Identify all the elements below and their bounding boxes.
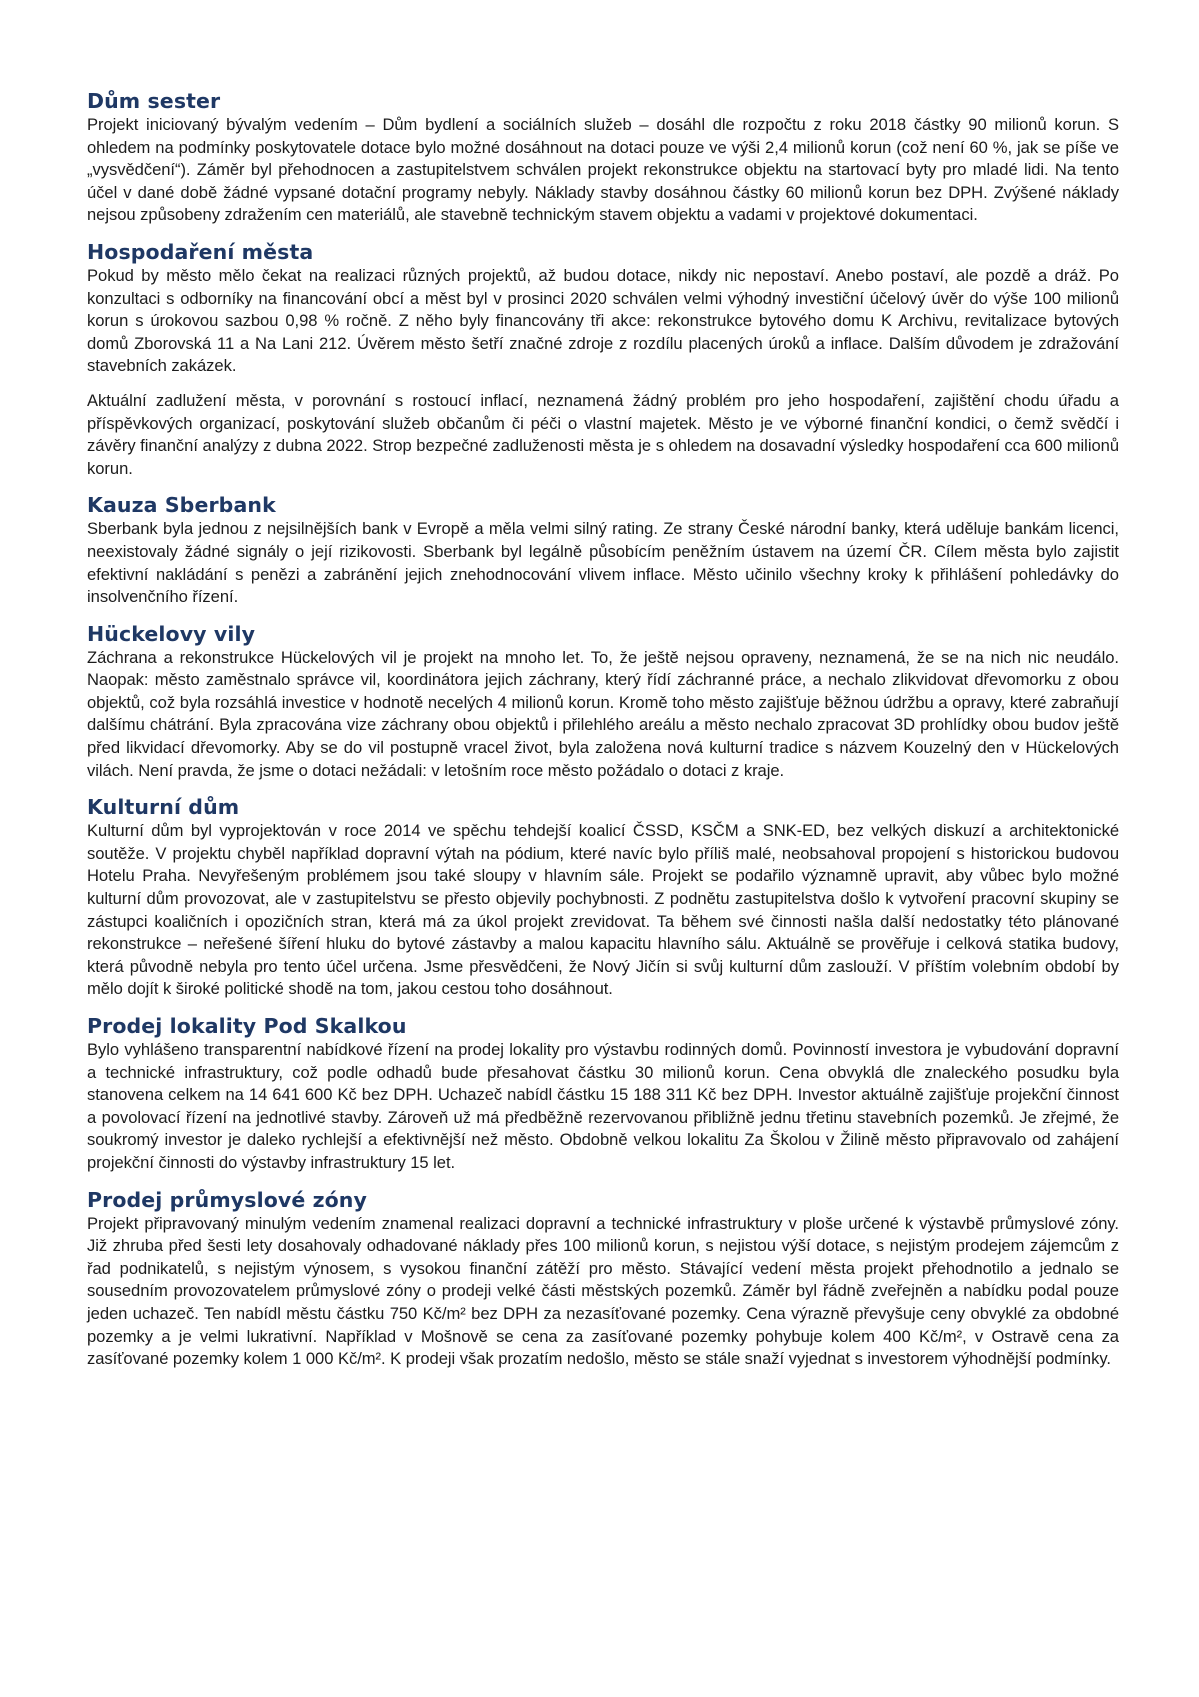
section-heading: Kulturní dům [87,795,240,820]
section-heading: Prodej lokality Pod Skalkou [87,1014,407,1038]
section-kauza-sberbank [87,492,1119,608]
document-page [87,88,1119,1371]
section-prodej-pod-skalkou [87,1013,1119,1175]
section-paragraph: Kulturní dům byl vyprojektován v roce 2014 ve spěchu tehdejší koalicí ČSSD, KSČM a SNK-ED, bez velkých diskuzí a architektonické soutěže. V projektu chyběl například dopravní výtah na pódium, které navíc bylo příliš malé, neobsahoval propojení s historickou budovou Hotelu Praha. Nevyřešeným problémem jsou také sloupy v hlavním sále. Projekt se podařilo významně upravit, aby vůbec bylo možné kulturní dům provozovat, ale v zastupitelstvu se přesto objevily pochybnosti. Z podnětu zastupitelstva došlo k vytvoření pracovní skupiny se zástupci koaličních i opozičních stran, která má za úkol projekt zrevidovat. Ta během své činnosti našla další nedostatky této plánované rekonstrukce – neřešené šíření hluku do bytové zástavby a malou kapacitu hlavního sálu. Aktuálně se prověřuje i celková statika budovy, která původně nebyla pro tento účel určena. Jsme přesvědčeni, že Nový Jičín si svůj kulturní dům zaslouží. V příštím volebním období by mělo dojít k široké politické shodě na tom, jakou cestou toho dosáhnout. [87,821,1119,999]
section-heading: Hospodaření města [87,239,314,264]
section-heading: Kauza Sberbank [87,493,276,518]
section-huckelovy-vily [87,621,1119,783]
section-paragraph: Aktuální zadlužení města, v porovnání s rostoucí inflací, neznamená žádný problém pro jeho hospodaření, zajištění chodu úřadu a příspěvkových organizací, poskytování služeb občanům či péči o vlastní majetek. Město je ve výborné finanční kondici, o čemž svědčí i závěry finanční analýzy z dubna 2022. Strop bezpečné zadluženosti města je s ohledem na dosavadní výsledky hospodaření cca 600 milionů korun. [87,390,1119,478]
section-paragraph: Projekt připravovaný minulým vedením znamenal realizaci dopravní a technické infrastruktury v ploše určené k výstavbě průmyslové zóny. Již zhruba před šesti lety dosahovaly odhadované náklady přes 100 milionů korun, s nejistou výší dotace, s nejistým prodejem zájemcům z řad podnikatelů, s nejistým výnosem, s vysokou finanční zátěží pro město. Stávající vedení města projekt přehodnotilo a jednalo se sousedním provozovatelem průmyslové zóny o prodeji velké části městských pozemků. Záměr byl řádně zveřejněn a nabídku podal pouze jeden uchazeč. Ten nabídl městu částku 750 Kč/m² bez DPH za nezasíťované pozemky. Cena výrazně převyšuje ceny obvyklé za obdobné pozemky a je velmi lukrativní. Například v Mošnově se cena za zasíťované pozemky pohybuje kolem 400 Kč/m², v Ostravě cena za zasíťované pozemky kolem 1 000 Kč/m². K prodeji však prozatím nedošlo, město se stále snaží vyjednat s investorem výhodnější podmínky. [87,1213,1119,1369]
section-paragraph: Projekt iniciovaný bývalým vedením – Dům bydlení a sociálních služeb – dosáhl dle rozpočtu z roku 2018 částky 90 milionů korun. S ohledem na podmínky poskytovatele dotace bylo možné dosáhnout na dotaci pouze ve výši 2,4 milionů korun (což není 60 %, jak se píše ve „vysvědčení“). Záměr byl přehodnocen a zastupitelstvem schválen projekt rekonstrukce objektu na startovací byty pro mladé lidi. Na tento účel v dané době žádné vypsané dotační programy nebyly. Náklady stavby dosáhnou částky 60 milionů korun bez DPH. Zvýšené náklady nejsou způsobeny zdražením cen materiálů, ale stavebně technickým stavem objektu a vadami v projektové dokumentaci. [87,115,1119,225]
section-heading: Prodej průmyslové zóny [87,1187,367,1212]
section-heading: Hückelovy vily [87,621,256,646]
section-paragraph: Bylo vyhlášeno transparentní nabídkové řízení na prodej lokality pro výstavbu rodinných domů. Povinností investora je vybudování dopravní a technické infrastruktury, což podle odhadů bude přesahovat částku 30 milionů korun. Cena obvyklá dle znaleckého posudku byla stanovena celkem na 14 641 600 Kč bez DPH. Uchazeč nabídl částku 15 188 311 Kč bez DPH. Investor aktuálně zajišťuje projekční činnost a povolovací řízení na jednotlivé stavby. Zároveň už má předběžně rezervovanou přibližně jednu třetinu stavebních pozemků. Je zřejmé, že soukromý investor je daleko rychlejší a efektivnější než město. Obdobně velkou lokalitu Za Školou v Žilině město připravovalo od zahájení projekční činnosti do výstavby infrastruktury 15 let. [87,1040,1119,1172]
section-hospodareni-mesta [87,239,1119,480]
section-prodej-prumyslove-zony [87,1187,1119,1371]
section-dum-sester [87,88,1119,227]
section-paragraph: Sberbank byla jednou z nejsilnějších bank v Evropě a měla velmi silný rating. Ze strany České národní banky, která uděluje bankám licenci, neexistovaly žádné signály o její rizikovosti. Sberbank byl legálně působícím peněžním ústavem na území ČR. Cílem města bylo zajistit efektivní nakládání s penězi a zabránění jejich znehodnocování vlivem inflace. Město učinilo všechny kroky k přihlášení pohledávky do insolvenčního řízení. [87,519,1119,607]
section-paragraph: Záchrana a rekonstrukce Hückelových vil je projekt na mnoho let. To, že ještě nejsou opraveny, neznamená, že se na nich nic neudálo. Naopak: město zaměstnalo správce vil, koordinátora jejich záchrany, který řídí záchranné práce, a nechalo zlikvidovat dřevomorku z obou objektů, což byla rozsáhlá investice v hodnotě necelých 4 milionů korun. Kromě toho město zajišťuje běžnou údržbu a opravy, které zabraňují dalšímu chátrání. Byla zpracována vize záchrany obou objektů i přilehlého areálu a město nechalo zpracovat 3D prohlídky obou budov ještě před likvidací dřevomorky. Aby se do vil postupně vracel život, byla založena nová kulturní tradice s názvem Kouzelný den v Hückelových vilách. Není pravda, že jsme o dotaci nežádali: v letošním roce město požádalo o dotaci z kraje. [87,647,1119,780]
section-paragraph: Pokud by město mělo čekat na realizaci různých projektů, až budou dotace, nikdy nic nepostaví. Anebo postaví, ale pozdě a dráž. Po konzultaci s odborníky na financování obcí a měst byl v prosinci 2020 schválen velmi výhodný investiční účelový úvěr do výše 100 milionů korun s úrokovou sazbou 0,98 % ročně. Z něho byly financovány tři akce: rekonstrukce bytového domu K Archivu, revitalizace bytových domů Zborovská 11 a Na Lani 212. Úvěrem město šetří značné zdroje z rozdílu placených úroků a inflace. Dalším důvodem je zdražování stavebních zakázek. [87,265,1119,376]
section-heading: Dům sester [87,89,221,113]
section-kulturni-dum [87,794,1119,1001]
